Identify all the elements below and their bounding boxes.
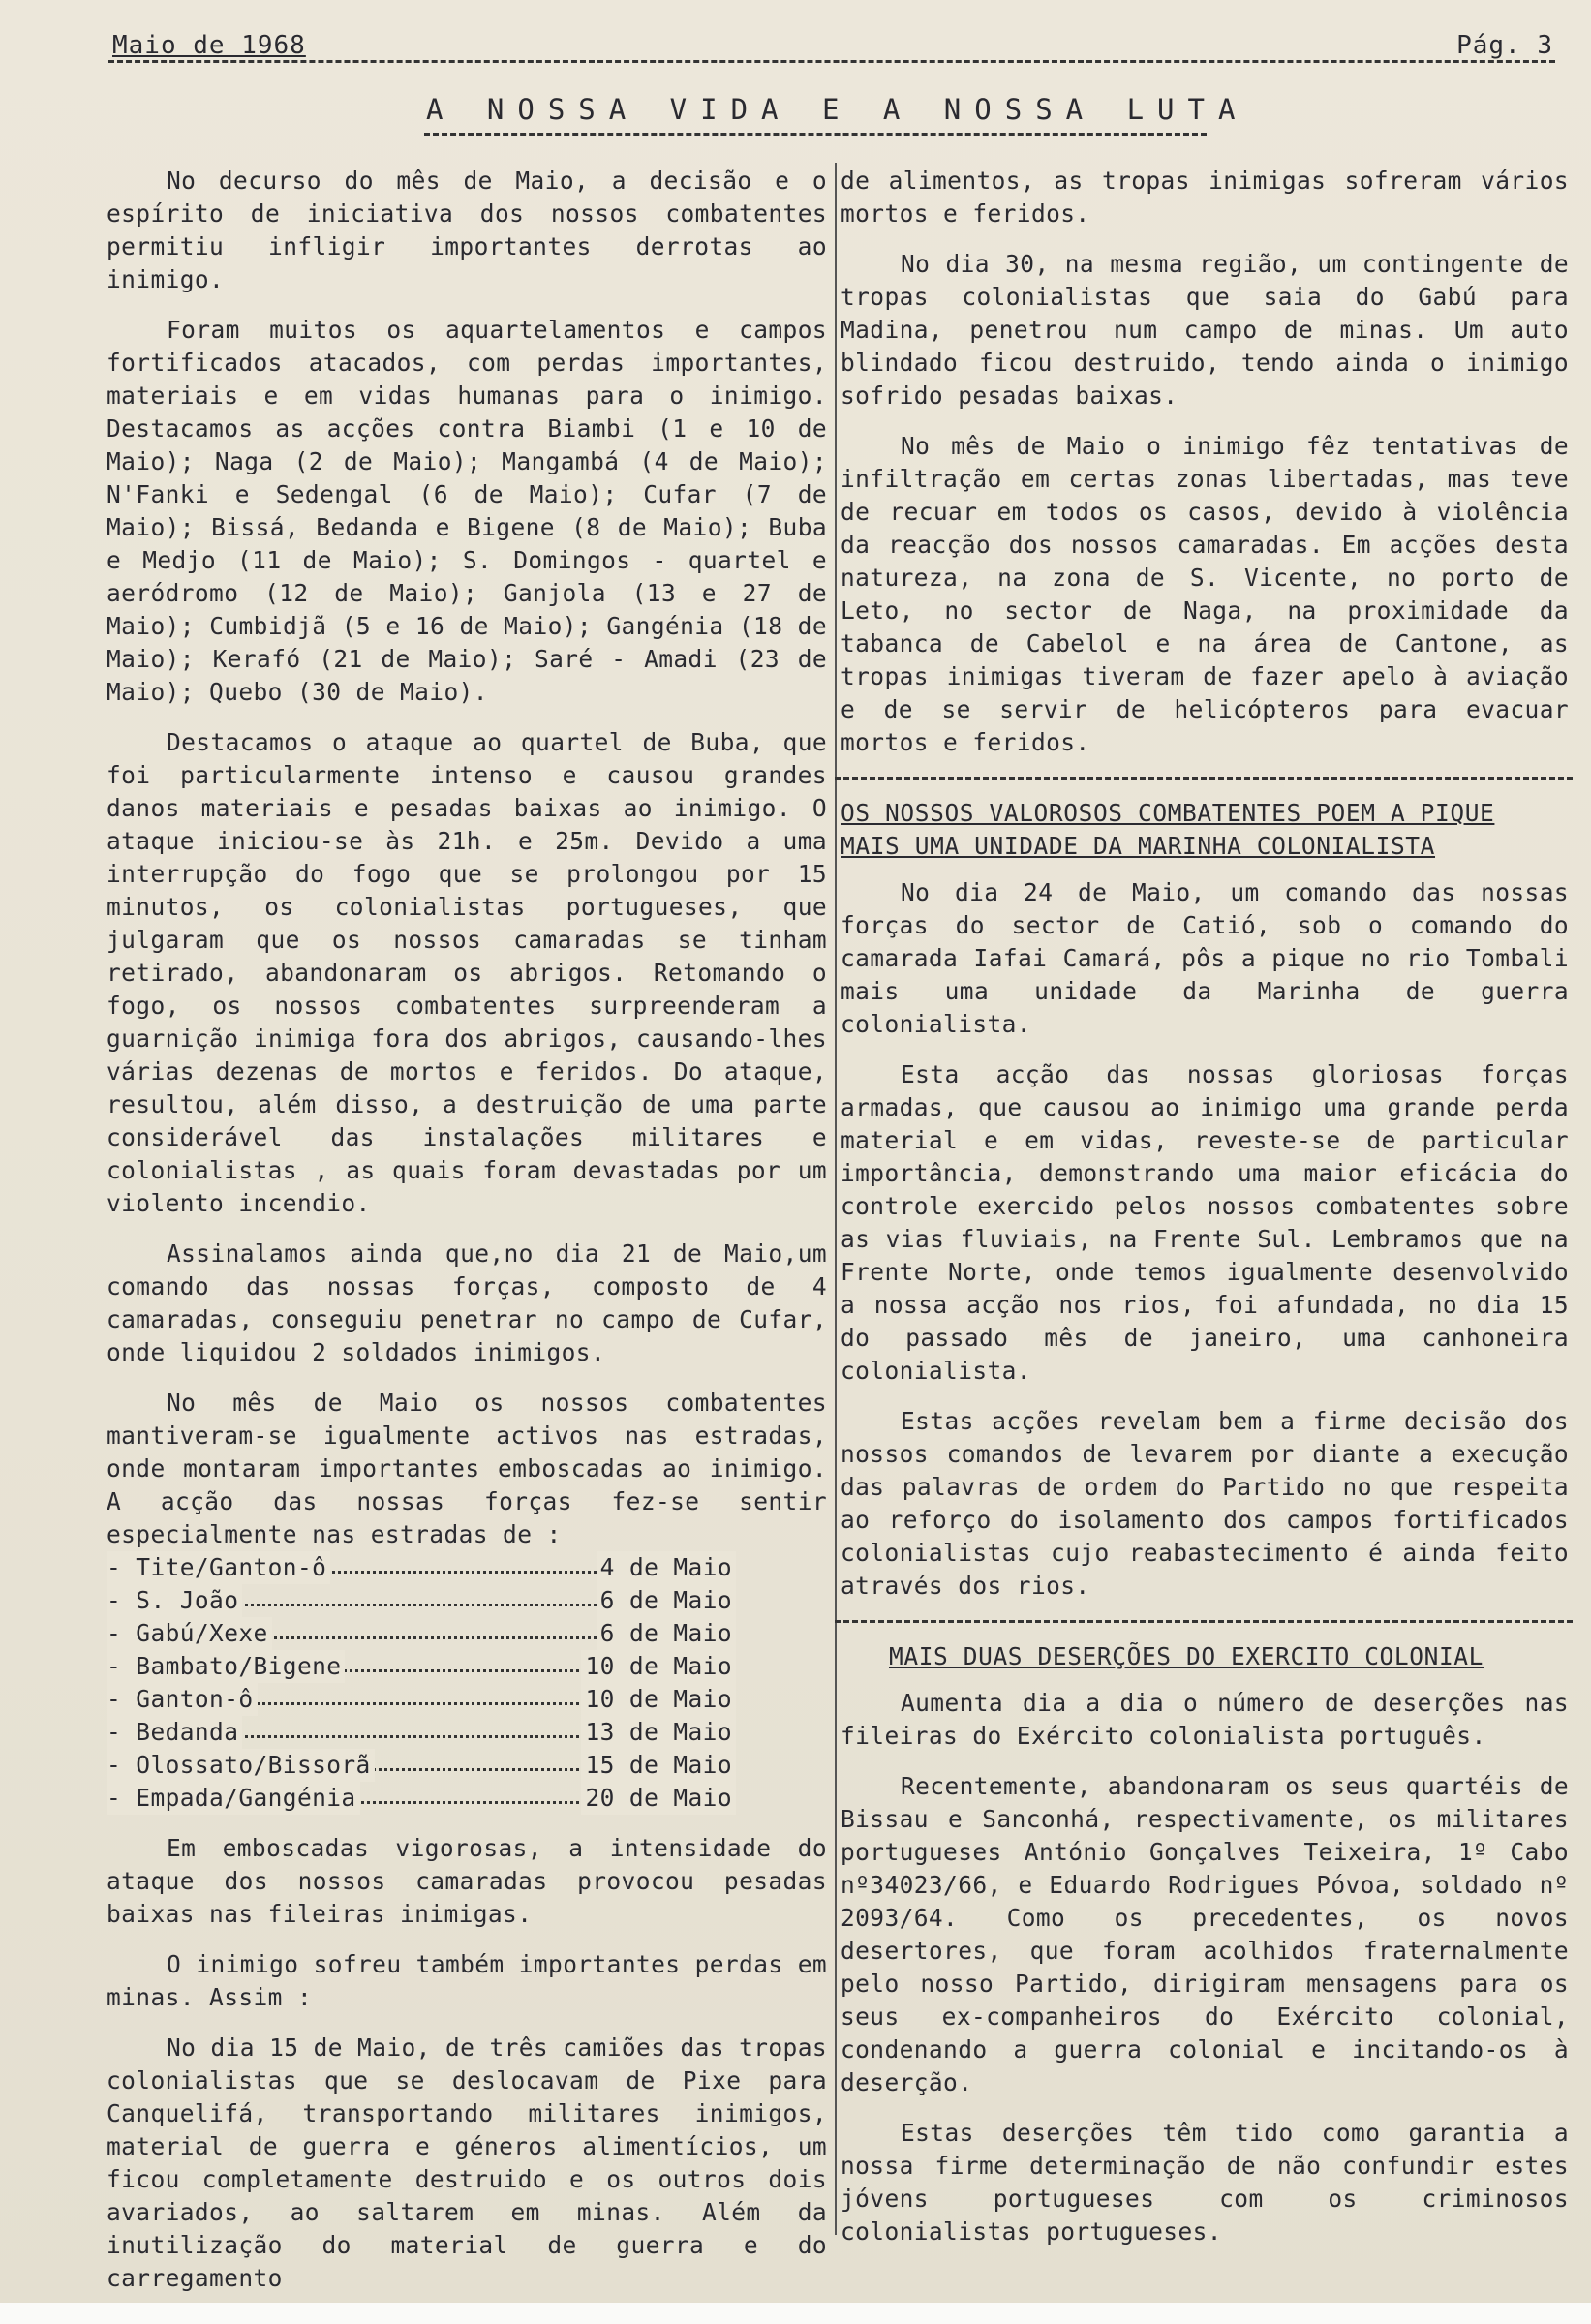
road-ambush-list <box>107 1551 827 1815</box>
paragraph: Destacamos o ataque ao quartel de Buba, que foi particularmente intenso e causou grandes danos materiais e pesadas baixas ao inimigo. O ataque iniciou-se às 21h. e 25m. Devido a uma interrupção do fogo que se prolongou por 15 minutos, os colonialistas portugueses, que julgaram que os nossos camaradas se tinham retirado, abandonaram os abrigos. Retomando o fogo, os nossos combatentes surpreenderam a guarnição inimiga fora dos abrigos, causando-lhes várias dezenas de mortos e feridos. Do ataque, resultou, além disso, a destruição de uma parte considerável das instalações militares e colonialistas , as quais foram devastadas por um violento incendio. <box>107 728 827 1217</box>
road-date: 4 de Maio <box>597 1551 736 1584</box>
paragraph: Assinalamos ainda que,no dia 21 de Maio,um comando das nossas forças, composto de 4 camaradas, conseguiu penetrar no campo de Cufar, onde liquidou 2 soldados inimigos. <box>107 1239 827 1366</box>
road-name: - Gabú/Xexe <box>107 1617 272 1650</box>
column-divider <box>835 163 837 2235</box>
paragraph: Em emboscadas vigorosas, a intensidade do ataque dos nossos camaradas provocou pesadas baixas nas fileiras inimigas. <box>107 1834 827 1928</box>
list-item <box>107 1683 736 1716</box>
paragraph: Estas deserções têm tido como garantia a nossa firme determinação de não confundir estes jóvens portugueses com os criminosos colonialistas portugueses. <box>841 2119 1569 2246</box>
section-divider <box>835 777 1573 780</box>
road-date: 13 de Maio <box>581 1716 736 1749</box>
paragraph: Foram muitos os aquartelamentos e campos fortificados atacados, com perdas importantes, materiais e em vidas humanas para o inimigo. Destacamos as acções contra Biambi (1 e 10 de Maio); Naga (2 de Maio); Mangambá (4 de Maio); N'Fanki e Sedengal (6 de Maio); Cufar (7 de Maio); Bissá, Bedanda e Bigene (8 de Maio); Buba e Medjo (11 de Maio); S. Domingos - quartel e aeródromo (12 de Maio); Ganjola (13 e 27 de Maio); Cumbidjã (5 e 16 de Maio); Gangénia (18 de Maio); Kerafó (21 de Maio); Saré - Amadi (23 de Maio); Quebo (30 de Maio). <box>107 316 827 706</box>
road-name: - Empada/Gangénia <box>107 1782 360 1815</box>
left-column <box>107 165 827 2312</box>
scan-bottom-edge <box>0 2303 1591 2324</box>
right-column <box>841 165 1569 2266</box>
road-name: - Bedanda <box>107 1716 242 1749</box>
paragraph: No dia 24 de Maio, um comando das nossas forças do sector de Catió, sob o comando do camarada Iafai Camará, pôs a pique no rio Tombali mais uma unidade da Marinha de guerra colonialista. <box>841 878 1569 1038</box>
road-name: - S. João <box>107 1584 242 1617</box>
page-title: A NOSSA VIDA E A NOSSA LUTA <box>426 93 1249 126</box>
road-name: - Olossato/Bissorã <box>107 1749 375 1782</box>
headline-line: OS NOSSOS VALOROSOS COMBATENTES POEM A PIQUE <box>841 799 1495 827</box>
paragraph: No dia 30, na mesma região, um contingente de tropas colonialistas que saia do Gabú para Madina, penetrou num campo de minas. Um auto blindado ficou destruido, tendo ainda o inimigo sofrido pesadas baixas. <box>841 250 1569 410</box>
header-rule <box>108 60 1555 63</box>
issue-date: Maio de 1968 <box>112 31 306 60</box>
paragraph: No dia 15 de Maio, de três camiões das tropas colonialistas que se deslocavam de Pixe para Canquelifá, transportando militares inimigos, material de guerra e géneros alimentícios, um ficou completamente destruido e os outros dois avariados, ao saltarem em minas. Além da inutilização do material de guerra e do carregamento <box>107 2034 827 2292</box>
list-item <box>107 1617 736 1650</box>
section-headline-desertions: MAIS DUAS DESERÇÕES DO EXERCITO COLONIAL <box>889 1642 1484 1670</box>
list-item <box>107 1782 736 1815</box>
paragraph: Recentemente, abandonaram os seus quartéis de Bissau e Sanconhá, respectivamente, os militares portugueses António Gonçalves Teixeira, 1º Cabo nº34023/66, e Eduardo Rodrigues Póvoa, soldado nº 2093/64. Como os precedentes, os novos desertores, que foram acolhidos fraternalmente pelo nosso Partido, dirigiram mensagens para os seus ex-companheiros do Exército colonial, condenando a guerra colonial e incitando-os à deserção. <box>841 1772 1569 2096</box>
road-date: 15 de Maio <box>581 1749 736 1782</box>
section-headline-navy <box>841 797 1569 863</box>
page-header <box>108 29 1555 62</box>
road-date: 6 de Maio <box>597 1584 736 1617</box>
road-date: 6 de Maio <box>597 1617 736 1650</box>
road-date: 20 de Maio <box>581 1782 736 1815</box>
paragraph: Aumenta dia a dia o número de deserções nas fileiras do Exército colonialista português. <box>841 1689 1569 1750</box>
list-item <box>107 1716 736 1749</box>
title-underline <box>424 133 1207 136</box>
paragraph: Estas acções revelam bem a firme decisão dos nossos comandos de levarem por diante a execução das palavras de ordem do Partido no que respeita ao reforço do isolamento dos campos fortificados colonialistas cujo reabastecimento é ainda feito através dos rios. <box>841 1407 1569 1600</box>
list-item <box>107 1551 736 1584</box>
road-date: 10 de Maio <box>581 1650 736 1683</box>
road-name: - Ganton-ô <box>107 1683 258 1716</box>
paragraph: No decurso do mês de Maio, a decisão e o espírito de iniciativa dos nossos combatentes permitiu infligir importantes derrotas ao inimigo. <box>107 167 827 293</box>
section-divider <box>835 1620 1573 1623</box>
page-number: Pág. 3 <box>1456 31 1553 60</box>
list-item <box>107 1749 736 1782</box>
paragraph: No mês de Maio os nossos combatentes mantiveram-se igualmente activos nas estradas, onde montaram importantes emboscadas ao inimigo. A acção das nossas forças fez-se sentir especialmente nas estradas de : <box>107 1389 827 1548</box>
list-item <box>107 1584 736 1617</box>
list-item <box>107 1650 736 1683</box>
road-name: - Tite/Ganton-ô <box>107 1551 330 1584</box>
headline-line: MAIS UMA UNIDADE DA MARINHA COLONIALISTA <box>841 832 1436 860</box>
paragraph: O inimigo sofreu também importantes perdas em minas. Assim : <box>107 1950 827 2011</box>
paragraph: de alimentos, as tropas inimigas sofreram vários mortos e feridos. <box>841 167 1569 228</box>
paragraph: Esta acção das nossas gloriosas forças armadas, que causou ao inimigo uma grande perda material e em vidas, reveste-se de particular importância, demonstrando uma maior eficácia do controle exercido pelos nossos combatentes sobre as vias fluviais, na Frente Sul. Lembramos que na Frente Norte, onde temos igualmente desenvolvido a nossa acção nos rios, foi afundada, no dia 15 do passado mês de janeiro, uma canhoneira colonialista. <box>841 1060 1569 1385</box>
paragraph: No mês de Maio o inimigo fêz tentativas de infiltração em certas zonas libertadas, mas teve de recuar em todos os casos, devido à violência da reacção dos nossos camaradas. Em acções desta natureza, na zona de S. Vicente, no porto de Leto, no sector de Naga, na proximidade da tabanca de Cabelol e na área de Cantone, as tropas inimigas tiveram de fazer apelo à aviação e de se servir de helicópteros para evacuar mortos e feridos. <box>841 432 1569 756</box>
road-date: 10 de Maio <box>581 1683 736 1716</box>
road-name: - Bambato/Bigene <box>107 1650 345 1683</box>
